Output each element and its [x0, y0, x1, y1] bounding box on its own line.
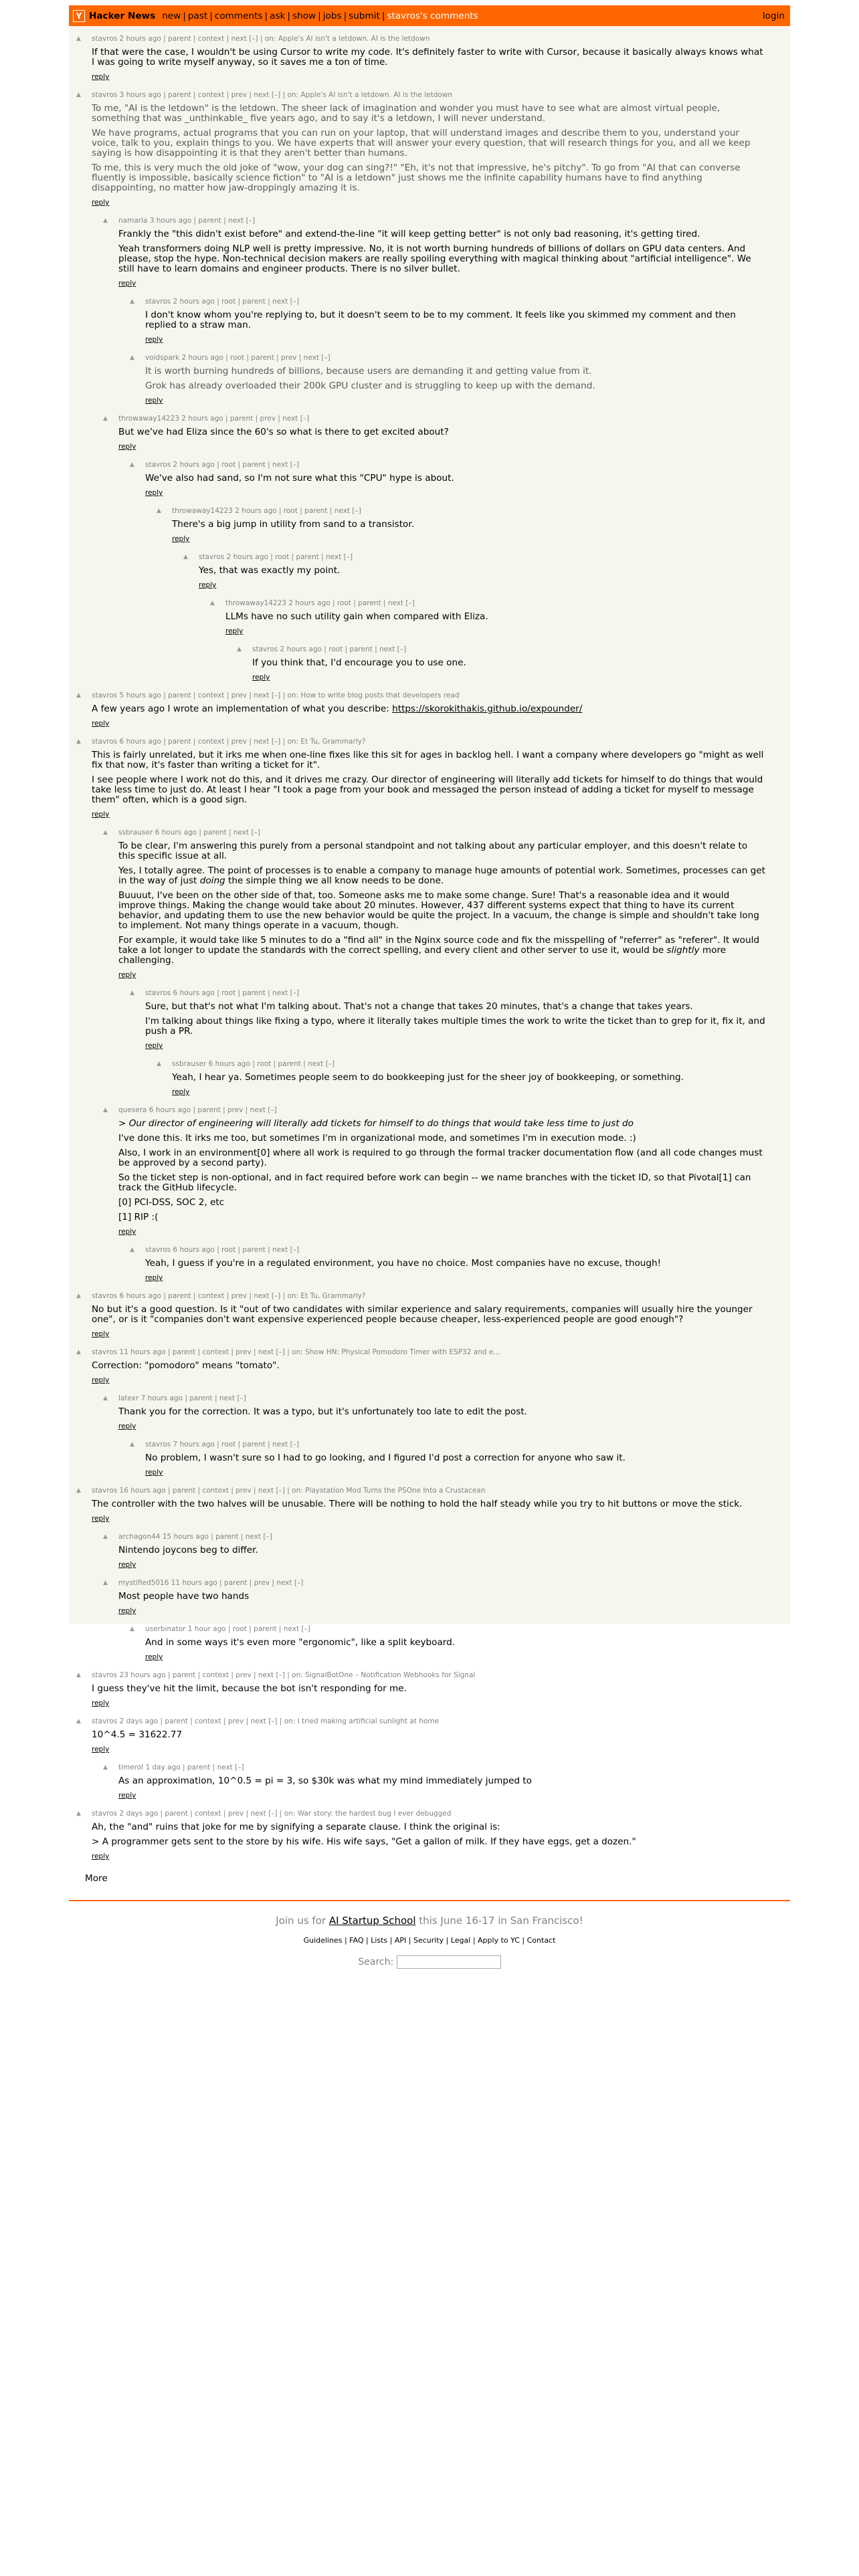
comment-paragraph: Ah, the "and" ruins that joke for me by signifying a separate clause. I think the original is:	[92, 1822, 500, 1832]
comment-content	[145, 1624, 766, 1662]
comment-meta[interactable]: quesera 6 hours ago | parent | prev | next [–]	[118, 1106, 277, 1114]
footer-link[interactable]: Security	[413, 1936, 444, 1945]
comment-meta[interactable]: stavros 6 hours ago | root | parent | next [–]	[145, 989, 300, 997]
upvote-arrow-icon[interactable]: ▲	[130, 1626, 134, 1632]
upvote-arrow-icon[interactable]: ▲	[130, 354, 134, 361]
comment-content	[92, 90, 766, 207]
comment	[69, 414, 790, 451]
upvote-arrow-icon[interactable]: ▲	[76, 1810, 81, 1817]
comment	[69, 34, 790, 82]
comment-content	[145, 460, 766, 498]
comment-paragraph: Most people have two hands	[118, 1591, 250, 1602]
footer-link[interactable]: FAQ	[349, 1936, 364, 1945]
comment-content	[145, 988, 766, 1051]
comment	[69, 1578, 790, 1616]
nav-new[interactable]: new	[162, 10, 181, 21]
comment-meta[interactable]: userbinator 1 hour ago | root | parent | next [–]	[145, 1625, 310, 1633]
comment-content	[145, 1440, 766, 1477]
comment-paragraph: We've also had sand, so I'm not sure what this "CPU" hype is about.	[145, 473, 454, 484]
comment-meta[interactable]: stavros 6 hours ago | parent | context | prev | next [–] | on: Et Tu, Grammarly?	[92, 1292, 366, 1300]
reply-link[interactable]: reply	[118, 1422, 136, 1430]
upvote-arrow-icon[interactable]: ▲	[76, 35, 81, 42]
comment	[69, 1105, 790, 1237]
comment-content	[172, 506, 766, 544]
footer-separator: |	[519, 1936, 527, 1945]
upvote-arrow-icon[interactable]: ▲	[183, 554, 188, 560]
upvote-arrow-icon[interactable]: ▲	[130, 298, 134, 305]
comment-meta[interactable]: ssbrauser 6 hours ago | root | parent | next [–]	[172, 1060, 335, 1068]
comment-paragraph: And in some ways it's even more "ergonomic", like a split keyboard.	[145, 1637, 456, 1648]
upvote-arrow-icon[interactable]: ▲	[76, 1349, 81, 1356]
comment-paragraph: For example, it would take like 5 minutes to do a "find all" in the Nginx source code and fix the misspelling of "referrer" as "referer". It would take a lot longer to update the standards with the correct spelling, and every client and other server to use it, would be slightly more challenging.	[118, 935, 759, 966]
comment	[69, 1671, 790, 1708]
reply-link[interactable]: reply	[145, 1042, 163, 1050]
nav-separator: |	[318, 10, 321, 21]
top-nav	[162, 11, 478, 21]
emphasis: doing	[199, 875, 225, 886]
top-bar	[69, 5, 790, 26]
comment	[69, 460, 790, 498]
footer-separator: |	[342, 1936, 350, 1945]
comment-body	[118, 1592, 766, 1602]
comment-content	[118, 1105, 766, 1237]
user-comments-link[interactable]: stavros's comments	[387, 10, 478, 21]
comment-paragraph: No but it's a good question. Is it "out of two candidates with similar experience and salary requirements, companies will usually hire the younger one", or is it "companies don't want expensive experienced people because cheaper, less-experienced people are good enough"?	[92, 1304, 753, 1325]
comment-body	[92, 1822, 766, 1847]
reply-link[interactable]: reply	[172, 535, 190, 543]
comment-meta[interactable]: timerol 1 day ago | parent | next [–]	[118, 1763, 244, 1772]
comment-paragraph: I've done this. It irks me too, but sometimes I'm in organizational mode, and sometimes I'm in execution mode. :)	[118, 1133, 636, 1144]
comment-body	[118, 1407, 766, 1417]
nav-ask[interactable]: ask	[270, 10, 286, 21]
comment-meta[interactable]: stavros 16 hours ago | parent | context | prev | next [–] | on: Playstation Mod Turns the PSOne Into a Crustacean	[92, 1487, 486, 1495]
comment-content	[199, 552, 766, 590]
comment-body	[118, 427, 766, 437]
comment-meta[interactable]: stavros 3 hours ago | parent | context | prev | next [–] | on: Apple's AI isn't a letdown. AI is the letdown	[92, 91, 453, 99]
comment-content	[92, 34, 766, 82]
comment	[69, 1440, 790, 1477]
comment-paragraph: To be clear, I'm answering this purely from a personal standpoint and not talking about any particular employer, and this doesn't relate to this specific issue at all.	[118, 841, 748, 861]
reply-link[interactable]: reply	[118, 1607, 136, 1615]
comment-paragraph: Thank you for the correction. It was a typo, but it's unfortunately too late to edit the post.	[118, 1406, 527, 1417]
comment-meta[interactable]: stavros 6 hours ago | parent | context | prev | next [–] | on: Et Tu, Grammarly?	[92, 738, 366, 746]
comment-content	[92, 737, 766, 819]
nav-separator: |	[287, 10, 291, 21]
comment-paragraph: So the ticket step is non-optional, and in fact required before work can begin -- we name branches with the ticket ID, so that Pivotal[1] can track the GitHub lifecycle.	[118, 1172, 751, 1193]
nav-show[interactable]: show	[292, 10, 316, 21]
upvote-arrow-icon[interactable]: ▲	[103, 1395, 108, 1402]
comment-meta[interactable]: mystified5016 11 hours ago | parent | prev | next [–]	[118, 1579, 304, 1587]
comment	[69, 1245, 790, 1283]
comment-body	[145, 310, 766, 330]
comment-body	[118, 1776, 766, 1786]
comment-meta[interactable]: archagon44 15 hours ago | parent | next [–]	[118, 1533, 272, 1541]
footer-link[interactable]: Legal	[450, 1936, 471, 1945]
comment-content	[92, 1348, 766, 1385]
comment-content	[118, 414, 766, 451]
comment	[69, 1291, 790, 1339]
comment-body	[92, 104, 766, 193]
upvote-arrow-icon[interactable]: ▲	[130, 1441, 134, 1448]
reply-link[interactable]: reply	[92, 1852, 110, 1860]
upvote-arrow-icon[interactable]: ▲	[237, 646, 242, 653]
footer-banner: Join us for AI Startup School this June 16-17 in San Francisco!	[276, 1915, 583, 1927]
comment	[69, 691, 790, 728]
comment-paragraph: Correction: "pomodoro" means "tomato".	[92, 1360, 280, 1371]
comment-meta[interactable]: throwaway14223 2 hours ago | root | parent | next [–]	[225, 599, 415, 607]
upvote-arrow-icon[interactable]: ▲	[103, 829, 108, 836]
nav-separator: |	[209, 10, 213, 21]
reply-link[interactable]: reply	[118, 971, 136, 979]
comment-paragraph: [0] PCI-DSS, SOC 2, etc	[118, 1197, 225, 1208]
reply-link[interactable]: reply	[118, 443, 136, 451]
comment-paragraph: > A programmer gets sent to the store by his wife. His wife says, "Get a gallon of milk. If they have eggs, get a dozen."	[92, 1836, 636, 1847]
reply-link[interactable]: reply	[145, 336, 163, 344]
search-input[interactable]	[397, 1955, 501, 1969]
comment-paragraph: This is fairly unrelated, but it irks me when one-line fixes like this sit for ages in backlog hell. I want a company where developers go "might as well fix that now, it's faster than writing a ticket for it".	[92, 750, 764, 770]
comment	[69, 1763, 790, 1800]
comment-body	[92, 1684, 766, 1694]
comment-paragraph: Yeah, I hear ya. Sometimes people seem to do bookkeeping just for the sheer joy of bookkeeping, or something.	[172, 1072, 684, 1083]
comment-paragraph: 10^4.5 = 31622.77	[92, 1729, 183, 1740]
comment	[69, 1348, 790, 1385]
comment-meta[interactable]: stavros 2 hours ago | root | parent | next [–]	[199, 553, 353, 561]
comment-paragraph: I see people where I work not do this, and it drives me crazy. Our director of engineering will literally add tickets for himself to do things that would take less time to just do. At least I hear "I took a page from your book and messaged the person instead of adding a ticket for myself to message them" often, which is a good sign.	[92, 774, 763, 805]
comment-content	[92, 1717, 766, 1754]
upvote-arrow-icon[interactable]: ▲	[76, 1672, 81, 1679]
comment-paragraph: We have programs, actual programs that you can run on your laptop, that will understand images and describe them to you, understand your voice, talk to you, explain things to you. We have experts that will answer your every question, that will research things for you, and all we keep saying is how disappointing it is that they aren't better than humans.	[92, 128, 751, 158]
comment	[69, 1486, 790, 1523]
nav-submit[interactable]: submit	[349, 10, 380, 21]
comment-meta[interactable]: throwaway14223 2 hours ago | root | parent | next [–]	[172, 507, 361, 515]
footer-separator: |	[470, 1936, 478, 1945]
comment-paragraph: Yes, that was exactly my point.	[199, 565, 341, 576]
comment-paragraph: I'm talking about things like fixing a typo, where it literally takes multiple times the work to write the ticket than to grep for it, fix it, and push a PR.	[145, 1016, 765, 1037]
comment-content	[92, 1291, 766, 1339]
comment	[69, 645, 790, 682]
comment-meta[interactable]: stavros 11 hours ago | parent | context | prev | next [–] | on: Show HN: Physical Pomodoro Timer with ESP32 and e...	[92, 1348, 500, 1356]
footer-link[interactable]: Apply to YC	[478, 1936, 520, 1945]
reply-link[interactable]: reply	[118, 1792, 136, 1800]
site-title[interactable]: Hacker News	[89, 10, 156, 21]
comment	[69, 988, 790, 1051]
comment-paragraph: Yeah, I guess if you're in a regulated environment, you have no choice. Most companies have no excuse, though!	[145, 1258, 662, 1269]
comment-meta[interactable]: stavros 7 hours ago | root | parent | next [–]	[145, 1440, 300, 1448]
comment-body	[92, 1499, 766, 1509]
upvote-arrow-icon[interactable]: ▲	[103, 1107, 108, 1113]
comment-content	[118, 828, 766, 980]
nav-comments[interactable]: comments	[214, 10, 263, 21]
upvote-arrow-icon[interactable]: ▲	[130, 461, 134, 468]
comment	[69, 1717, 790, 1754]
upvote-arrow-icon[interactable]: ▲	[103, 1764, 108, 1771]
footer-separator: |	[387, 1936, 395, 1945]
comment-content	[118, 1394, 766, 1431]
reply-link[interactable]: reply	[118, 1228, 136, 1236]
reply-link[interactable]: reply	[92, 1745, 110, 1753]
upvote-arrow-icon[interactable]: ▲	[103, 415, 108, 422]
reply-link[interactable]: reply	[118, 1561, 136, 1569]
comment-content	[145, 353, 766, 405]
comment-meta[interactable]: namaria 3 hours ago | parent | next [–]	[118, 217, 256, 225]
comment	[69, 353, 790, 405]
upvote-arrow-icon[interactable]: ▲	[130, 990, 134, 996]
upvote-arrow-icon[interactable]: ▲	[76, 1487, 81, 1494]
comment-body	[252, 658, 766, 668]
comment-content	[92, 1671, 766, 1708]
comment-body	[118, 841, 766, 966]
footer-link[interactable]: API	[394, 1936, 407, 1945]
footer-link[interactable]: Guidelines	[303, 1936, 343, 1945]
comment-paragraph: Nintendo joycons beg to differ.	[118, 1545, 258, 1555]
reply-link[interactable]: reply	[92, 1699, 110, 1707]
comment-meta[interactable]: stavros 2 hours ago | root | parent | next [–]	[145, 298, 300, 306]
nav-separator: |	[264, 10, 268, 21]
comment	[69, 552, 790, 590]
reply-link[interactable]: reply	[225, 627, 244, 635]
comment	[69, 1809, 790, 1861]
comment-body	[199, 566, 766, 576]
comment-content	[92, 1486, 766, 1523]
comment-body	[118, 229, 766, 274]
more-link[interactable]: More	[85, 1873, 108, 1884]
upvote-arrow-icon[interactable]: ▲	[76, 692, 81, 699]
external-link[interactable]: https://skorokithakis.github.io/expounder/	[392, 704, 583, 714]
emphasis: slightly	[666, 945, 700, 956]
comment-meta[interactable]: voidspark 2 hours ago | root | parent | prev | next [–]	[145, 354, 330, 362]
comment-body	[225, 612, 766, 622]
reply-link[interactable]: reply	[172, 1088, 190, 1096]
comment-body	[92, 704, 766, 714]
comment-meta[interactable]: stavros 5 hours ago | parent | context | prev | next [–] | on: How to write blog posts that developers read	[92, 691, 460, 700]
comment-body	[172, 1073, 766, 1083]
comment-meta[interactable]: stavros 2 hours ago | root | parent | next [–]	[252, 645, 407, 653]
nav-separator: |	[343, 10, 347, 21]
comment-body	[145, 366, 766, 391]
reply-link[interactable]: reply	[199, 581, 217, 589]
comment-paragraph: [1] RIP :(	[118, 1212, 159, 1222]
comment-meta[interactable]: stavros 6 hours ago | root | parent | next [–]	[145, 1246, 300, 1254]
upvote-arrow-icon[interactable]: ▲	[130, 1247, 134, 1253]
nav-separator: |	[381, 10, 385, 21]
comment-paragraph: A few years ago I wrote an implementation of what you describe: https://skorokithakis.github.io/expounder/	[92, 704, 583, 714]
comment-content	[225, 599, 766, 636]
comment-body	[145, 473, 766, 484]
comment	[69, 506, 790, 544]
comment	[69, 297, 790, 344]
comment-paragraph: If you think that, I'd encourage you to use one.	[252, 657, 466, 668]
comment-body	[145, 1638, 766, 1648]
reply-link[interactable]: reply	[145, 1653, 163, 1661]
comment-content	[172, 1059, 766, 1097]
y-logo[interactable]: Y	[73, 10, 85, 22]
hn-main	[69, 5, 790, 1967]
comment-body	[92, 1730, 766, 1740]
comment	[69, 737, 790, 819]
comment-body	[92, 750, 766, 805]
comment-body	[92, 1305, 766, 1325]
comment-meta[interactable]: ssbrauser 6 hours ago | parent | next [–]	[118, 829, 260, 837]
comment-body	[145, 1259, 766, 1269]
comment-paragraph: No problem, I wasn't sure so I had to go looking, and I figured I'd post a correction for anyone who saw it.	[145, 1453, 626, 1463]
comment	[69, 599, 790, 636]
upvote-arrow-icon[interactable]: ▲	[157, 1061, 161, 1067]
reply-link[interactable]: reply	[92, 1376, 110, 1384]
comment-paragraph: Yeah transformers doing NLP well is pretty impressive. No, it is not worth burning hundreds of billions of dollars on GPU data centers. And please, stop the hype. Non-technical decision makers are really spoiling everything with magical thinking about "artificial intelligence". We still have to learn domains and engineer products. There is no silver bullet.	[118, 243, 751, 274]
startup-school-link[interactable]: AI Startup School	[328, 1915, 416, 1927]
comment-paragraph: As an approximation, 10^0.5 = pi = 3, so $30k was what my mind immediately jumped to	[118, 1776, 532, 1786]
comment-paragraph: LLMs have no such utility gain when compared with Eliza.	[225, 611, 488, 622]
upvote-arrow-icon[interactable]: ▲	[76, 1718, 81, 1725]
footer-link[interactable]: Contact	[527, 1936, 556, 1945]
comment-body	[118, 1119, 766, 1222]
comment-paragraph: Grok has already overloaded their 200k GPU cluster and is struggling to keep up with the demand.	[145, 381, 595, 391]
footer	[69, 1901, 790, 1982]
comment-paragraph: Also, I work in an environment[0] where all work is required to go through the formal tracker documentation flow (and all code changes must be approved by a second party).	[118, 1148, 763, 1168]
comment	[69, 1624, 790, 1662]
comment	[69, 216, 790, 288]
comment-meta[interactable]: stavros 2 days ago | parent | context | prev | next [–] | on: I tried making artificial sunlight at home	[92, 1717, 440, 1725]
comment-paragraph: Yes, I totally agree. The point of processes is to enable a company to manage huge amounts of potential work. Sometimes, processes can get in the way of just doing the simple thing we all know needs to be done.	[118, 865, 765, 886]
comment-paragraph: To me, "AI is the letdown" is the letdown. The sheer lack of imagination and wonder you must have to see what are almost virtual people, something that was _unthinkable_ five years ago, and to say it's a letdown, I will never understand.	[92, 103, 721, 124]
comment-meta[interactable]: stavros 2 hours ago | parent | context | next [–] | on: Apple's AI isn't a letdown. AI is the letdown	[92, 35, 430, 43]
comment-list	[69, 26, 790, 1861]
comment-content	[118, 1578, 766, 1616]
reply-link[interactable]: reply	[252, 673, 270, 681]
comment	[69, 90, 790, 207]
comment	[69, 1059, 790, 1097]
comment-paragraph: To me, this is very much the old joke of "wow, your dog can sing?!" "Eh, it's not that impressive, he's pitchy". To go from "AI that can converse fluently is impossible, basically science fiction" to "AI is a letdown" just shows me the infinite capability humans have to find anything disappointing, no matter how jaw-droppingly amazing it is.	[92, 163, 741, 193]
footer-separator: |	[406, 1936, 413, 1945]
comment-body	[172, 520, 766, 530]
upvote-arrow-icon[interactable]: ▲	[76, 92, 81, 98]
comment-body	[118, 1545, 766, 1555]
comment-paragraph: If that were the case, I wouldn't be using Cursor to write my code. It's definitely faster to write with Cursor, because it basically always knows what I was going to write myself anyway, so it saves me a ton of time.	[92, 47, 763, 68]
footer-separator: |	[363, 1936, 371, 1945]
comment-content	[118, 216, 766, 288]
comment	[69, 1394, 790, 1431]
comment-meta[interactable]: stavros 2 days ago | parent | context | prev | next [–] | on: War story: the hardest bug I ever debugged	[92, 1810, 452, 1818]
comment-paragraph: Sure, but that's not what I'm talking about. That's not a change that takes 20 minutes, that's a change that takes years.	[145, 1001, 693, 1012]
comment-paragraph: The controller with the two halves will be unusable. There will be nothing to hold the half steady while you try to hit buttons or move the stick.	[92, 1499, 743, 1509]
comment-body	[145, 1453, 766, 1463]
comment-meta[interactable]: latexr 7 hours ago | parent | next [–]	[118, 1394, 246, 1402]
comment-paragraph: I don't know whom you're replying to, but it doesn't seem to be to my comment. It feels like you skimmed my comment and then replied to a straw man.	[145, 310, 736, 330]
reply-link[interactable]: reply	[145, 1274, 163, 1282]
comment-paragraph: But we've had Eliza since the 60's so what is there to get excited about?	[118, 427, 449, 437]
reply-link[interactable]: reply	[145, 397, 163, 405]
comment-paragraph: I guess they've hit the limit, because the bot isn't responding for me.	[92, 1683, 407, 1694]
login-link[interactable]: login	[762, 11, 785, 21]
reply-link[interactable]: reply	[92, 720, 110, 728]
comment-paragraph: Buuuut, I've been on the other side of that, too. Someone asks me to make some change. Sure! That's a reasonable idea and it would improve things. Making the change would take about 20 minutes. However, 437 different systems expect that thing to have its current behavior, and updating them to use the new behavior would be quite the project. In a vacuum, the change is simple and shouldn't take long to implement. Not many things operate in a vacuum, though.	[118, 890, 759, 931]
comment	[69, 828, 790, 980]
comment-paragraph: There's a big jump in utility from sand to a transistor.	[172, 519, 415, 530]
footer-separator: |	[444, 1936, 451, 1945]
upvote-arrow-icon[interactable]: ▲	[103, 1580, 108, 1586]
comment-meta[interactable]: stavros 23 hours ago | parent | context | prev | next [–] | on: SignalBotOne – Notification Webhooks for Signal	[92, 1671, 476, 1679]
reply-link[interactable]: reply	[118, 280, 136, 288]
comment-body	[92, 1361, 766, 1371]
reply-link[interactable]: reply	[145, 1469, 163, 1477]
reply-link[interactable]: reply	[92, 199, 110, 207]
upvote-arrow-icon[interactable]: ▲	[210, 600, 215, 607]
footer-link[interactable]: Lists	[371, 1936, 388, 1945]
comment-content	[118, 1763, 766, 1800]
comment-content	[145, 297, 766, 344]
comment-body	[92, 47, 766, 68]
reply-link[interactable]: reply	[92, 1330, 110, 1338]
upvote-arrow-icon[interactable]: ▲	[157, 508, 161, 514]
footer-search: Search:	[69, 1955, 790, 1969]
reply-link[interactable]: reply	[145, 489, 163, 497]
comment-content	[118, 1532, 766, 1570]
nav-separator: |	[183, 10, 186, 21]
upvote-arrow-icon[interactable]: ▲	[103, 217, 108, 224]
nav-past[interactable]: past	[187, 10, 208, 21]
comment-meta[interactable]: stavros 2 hours ago | root | parent | next [–]	[145, 461, 300, 469]
comment-meta[interactable]: throwaway14223 2 hours ago | parent | prev | next [–]	[118, 415, 310, 423]
reply-link[interactable]: reply	[92, 811, 110, 819]
comment-paragraph: It is worth burning hundreds of billions, because users are demanding it and getting value from it.	[145, 366, 592, 377]
footer-links	[69, 1936, 790, 1945]
reply-link[interactable]: reply	[92, 73, 110, 81]
comment-content	[145, 1245, 766, 1283]
comment-paragraph: Frankly the "this didn't exist before" and extend-the-line "it will keep getting better" is not only bad reasoning, it's getting tired.	[118, 229, 700, 239]
comment	[69, 1532, 790, 1570]
comment-content	[92, 1809, 766, 1861]
upvote-arrow-icon[interactable]: ▲	[76, 1293, 81, 1299]
comment-content	[252, 645, 766, 682]
reply-link[interactable]: reply	[92, 1515, 110, 1523]
upvote-arrow-icon[interactable]: ▲	[103, 1533, 108, 1540]
upvote-arrow-icon[interactable]: ▲	[76, 738, 81, 745]
comment-body	[145, 1002, 766, 1037]
comment-content	[92, 691, 766, 728]
comment-paragraph: > Our director of engineering will literally add tickets for himself to do things that would take less time to just do	[118, 1118, 634, 1129]
nav-jobs[interactable]: jobs	[322, 10, 342, 21]
